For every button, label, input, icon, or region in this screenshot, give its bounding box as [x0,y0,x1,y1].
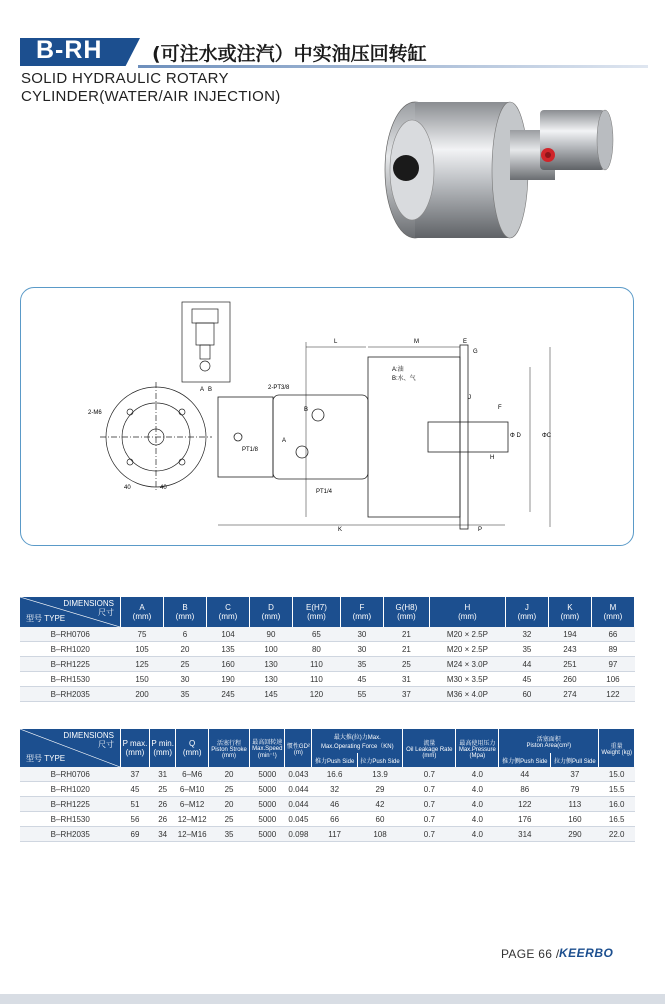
value-cell: 160 [207,657,250,672]
value-cell: 22.0 [599,827,635,842]
value-cell: 5000 [250,827,285,842]
value-cell: M20 × 2.5P [429,642,505,657]
label-k: K [338,527,343,533]
value-cell: M20 × 2.5P [429,627,505,642]
table-row [20,657,635,672]
th-gh8: G(H8) (mm) [383,597,429,627]
label-a-side: A [282,438,287,444]
value-cell: 0.7 [403,782,456,797]
th-f: F (mm) [340,597,383,627]
value-cell: 45 [340,672,383,687]
value-cell: 30 [164,672,207,687]
table-row [20,687,635,702]
subtitle-line-1: SOLID HYDRAULIC ROTARY [21,70,229,87]
value-cell: 29 [357,782,402,797]
th-area: 活塞面积 Piston Area(cm²) [499,729,599,753]
table2-corner-top: DIMENSIONS [63,731,114,740]
table2-corner-bottom: 型号 TYPE [26,754,66,763]
table1-body [20,627,635,702]
label-dim-40b: 40 [160,485,167,491]
value-cell: 90 [250,627,293,642]
value-cell: 89 [591,642,634,657]
value-cell: 21 [383,627,429,642]
value-cell: 20 [164,642,207,657]
page-number: PAGE 66 / [501,947,560,961]
value-cell: 79 [551,782,599,797]
value-cell: 6 [164,627,207,642]
value-cell: 21 [383,642,429,657]
label-2-m6: 2-M6 [88,410,102,416]
value-cell: 160 [551,812,599,827]
value-cell: 12–M12 [176,812,209,827]
th-j: J (mm) [505,597,548,627]
label-dim-40a: 40 [124,485,131,491]
value-cell: 69 [121,827,150,842]
value-cell: 5000 [250,782,285,797]
dimensions-table [20,597,635,702]
value-cell: 5000 [250,812,285,827]
value-cell: 35 [208,827,249,842]
th-leak: 流量 Oil Leakage Rate (mm) [403,729,456,767]
value-cell: 108 [357,827,402,842]
value-cell: 290 [551,827,599,842]
value-cell: 4.0 [456,812,499,827]
table1-corner-header [20,597,121,627]
value-cell: 15.0 [599,767,635,782]
value-cell: 251 [548,657,591,672]
value-cell: 25 [208,812,249,827]
value-cell: M36 × 4.0P [429,687,505,702]
header-divider [138,65,648,68]
value-cell: 194 [548,627,591,642]
value-cell: 55 [340,687,383,702]
th-d: D (mm) [250,597,293,627]
model-cell: B–RH0706 [20,627,121,642]
value-cell: 16.6 [312,767,357,782]
th-speed: 最高回转速 Max.Speed (min⁻¹) [250,729,285,767]
value-cell: 37 [121,767,150,782]
th-m: M (mm) [591,597,634,627]
value-cell: 120 [293,687,341,702]
table-row [20,672,635,687]
label-p: P [478,527,483,533]
value-cell: 60 [505,687,548,702]
value-cell: 5000 [250,767,285,782]
value-cell: 260 [548,672,591,687]
label-ab-note-2: B:水、气 [392,376,416,382]
model-cell: B–RH1020 [20,782,121,797]
value-cell: 97 [591,657,634,672]
th-eh7: E(H7) (mm) [293,597,341,627]
value-cell: 30 [340,627,383,642]
label-pt14: PT1/4 [316,489,333,495]
value-cell: 25 [383,657,429,672]
label-e-top: E [463,339,468,345]
th-pmax: P max. (mm) [121,729,150,767]
value-cell: 0.044 [285,797,312,812]
label-j: J [468,395,471,401]
value-cell: M24 × 3.0P [429,657,505,672]
model-cell: B–RH1530 [20,672,121,687]
label-c: ΦC [542,433,552,439]
value-cell: 4.0 [456,797,499,812]
value-cell: 25 [164,657,207,672]
value-cell: 6–M6 [176,767,209,782]
value-cell: 4.0 [456,782,499,797]
subtitle-line-2: CYLINDER(WATER/AIR INJECTION) [21,88,281,105]
small-top-view [182,302,230,382]
value-cell: 190 [207,672,250,687]
value-cell: 46 [312,797,357,812]
table-row [20,627,635,642]
table-row [20,797,635,812]
value-cell: 122 [591,687,634,702]
value-cell: 13.9 [357,767,402,782]
value-cell: 26 [149,812,175,827]
label-g: G [473,349,478,355]
th-pressure: 最高使用压力 Max.Pressure (Mpa) [456,729,499,767]
value-cell: 25 [149,782,175,797]
label-pt18: PT1/8 [242,447,259,453]
value-cell: 45 [121,782,150,797]
value-cell: 200 [121,687,164,702]
value-cell: 56 [121,812,150,827]
value-cell: 20 [208,767,249,782]
value-cell: 65 [293,627,341,642]
value-cell: 243 [548,642,591,657]
th-q: Q (mm) [176,729,209,767]
brand-logo: KEERBO [559,946,614,960]
label-f: F [498,405,502,411]
label-h: H [490,455,495,461]
performance-table [20,729,635,842]
value-cell: 0.7 [403,827,456,842]
label-a-small: A [200,387,205,393]
model-cell: B–RH2035 [20,827,121,842]
label-l: L [334,339,338,345]
value-cell: 35 [505,642,548,657]
value-cell: 20 [208,797,249,812]
th-area-pull: 拉力侧Pull Side [551,753,599,767]
label-b-side: B [304,407,309,413]
value-cell: 274 [548,687,591,702]
value-cell: 45 [505,672,548,687]
value-cell: 42 [357,797,402,812]
value-cell: 0.7 [403,767,456,782]
value-cell: 4.0 [456,767,499,782]
th-pmin: P min. (mm) [149,729,175,767]
th-force-push: 推力Push Side [312,753,357,767]
front-view [100,382,212,492]
value-cell: 106 [591,672,634,687]
table1-corner-top: DIMENSIONS [63,599,114,608]
side-view [218,342,550,529]
value-cell: 86 [499,782,551,797]
th-c: C (mm) [207,597,250,627]
model-cell: B–RH1225 [20,657,121,672]
value-cell: 6–M10 [176,782,209,797]
footer-band [0,994,665,1004]
table2-corner-top-cn: 尺寸 [98,740,114,749]
value-cell: 113 [551,797,599,812]
value-cell: 25 [208,782,249,797]
model-cell: B–RH1225 [20,797,121,812]
value-cell: 31 [149,767,175,782]
th-weight: 重量 Weight (kg) [599,729,635,767]
value-cell: 16.5 [599,812,635,827]
value-cell: 105 [121,642,164,657]
value-cell: 12–M16 [176,827,209,842]
value-cell: 16.0 [599,797,635,812]
value-cell: 66 [591,627,634,642]
table-row [20,642,635,657]
value-cell: 130 [250,657,293,672]
value-cell: M30 × 3.5P [429,672,505,687]
model-cell: B–RH0706 [20,767,121,782]
value-cell: 100 [250,642,293,657]
th-k: K (mm) [548,597,591,627]
value-cell: 35 [164,687,207,702]
label-ab-note-1: A:油 [392,367,404,373]
value-cell: 35 [340,657,383,672]
label-2-pt38: 2-PT3/8 [268,385,290,391]
value-cell: 145 [250,687,293,702]
value-cell: 44 [499,767,551,782]
value-cell: 122 [499,797,551,812]
value-cell: 60 [357,812,402,827]
product-photo [380,90,625,240]
value-cell: 0.044 [285,782,312,797]
value-cell: 117 [312,827,357,842]
value-cell: 110 [293,672,341,687]
th-a: A (mm) [121,597,164,627]
value-cell: 80 [293,642,341,657]
value-cell: 66 [312,812,357,827]
table2-corner-header [20,729,121,767]
table2-body [20,767,635,842]
value-cell: 0.098 [285,827,312,842]
value-cell: 0.7 [403,797,456,812]
label-d: Φ D [510,433,521,439]
value-cell: 0.043 [285,767,312,782]
model-cell: B–RH2035 [20,687,121,702]
technical-drawing [20,287,632,544]
th-gd: 惯性GD² (m) [285,729,312,767]
table1-corner-bottom: 型号 TYPE [26,614,66,623]
value-cell: 104 [207,627,250,642]
label-b-small: B [208,387,213,393]
value-cell: 37 [551,767,599,782]
th-h: H (mm) [429,597,505,627]
th-stroke: 活塞行程 Piston Stroke (mm) [208,729,249,767]
table1-corner-top-cn: 尺寸 [98,608,114,617]
value-cell: 32 [312,782,357,797]
value-cell: 32 [505,627,548,642]
value-cell: 135 [207,642,250,657]
th-force: 最大推(拉)力Max. Max.Operating Force（KN) [312,729,403,753]
table-row [20,812,635,827]
value-cell: 37 [383,687,429,702]
value-cell: 176 [499,812,551,827]
value-cell: 15.5 [599,782,635,797]
model-cell: B–RH1530 [20,812,121,827]
table-row [20,827,635,842]
value-cell: 51 [121,797,150,812]
model-cell: B–RH1020 [20,642,121,657]
value-cell: 4.0 [456,827,499,842]
table-row [20,767,635,782]
th-force-pull: 拉力Push Side [357,753,402,767]
value-cell: 75 [121,627,164,642]
th-b: B (mm) [164,597,207,627]
model-title: B-RH [36,36,103,64]
value-cell: 314 [499,827,551,842]
chinese-title: (可注水或注汽）中实油压回转缸 [152,43,427,65]
value-cell: 5000 [250,797,285,812]
value-cell: 125 [121,657,164,672]
th-area-push: 推力侧Push Side [499,753,551,767]
value-cell: 31 [383,672,429,687]
table-row [20,782,635,797]
value-cell: 245 [207,687,250,702]
value-cell: 0.045 [285,812,312,827]
value-cell: 130 [250,672,293,687]
value-cell: 34 [149,827,175,842]
label-m: M [414,339,419,345]
value-cell: 30 [340,642,383,657]
value-cell: 26 [149,797,175,812]
value-cell: 44 [505,657,548,672]
value-cell: 110 [293,657,341,672]
value-cell: 0.7 [403,812,456,827]
value-cell: 150 [121,672,164,687]
value-cell: 6–M12 [176,797,209,812]
